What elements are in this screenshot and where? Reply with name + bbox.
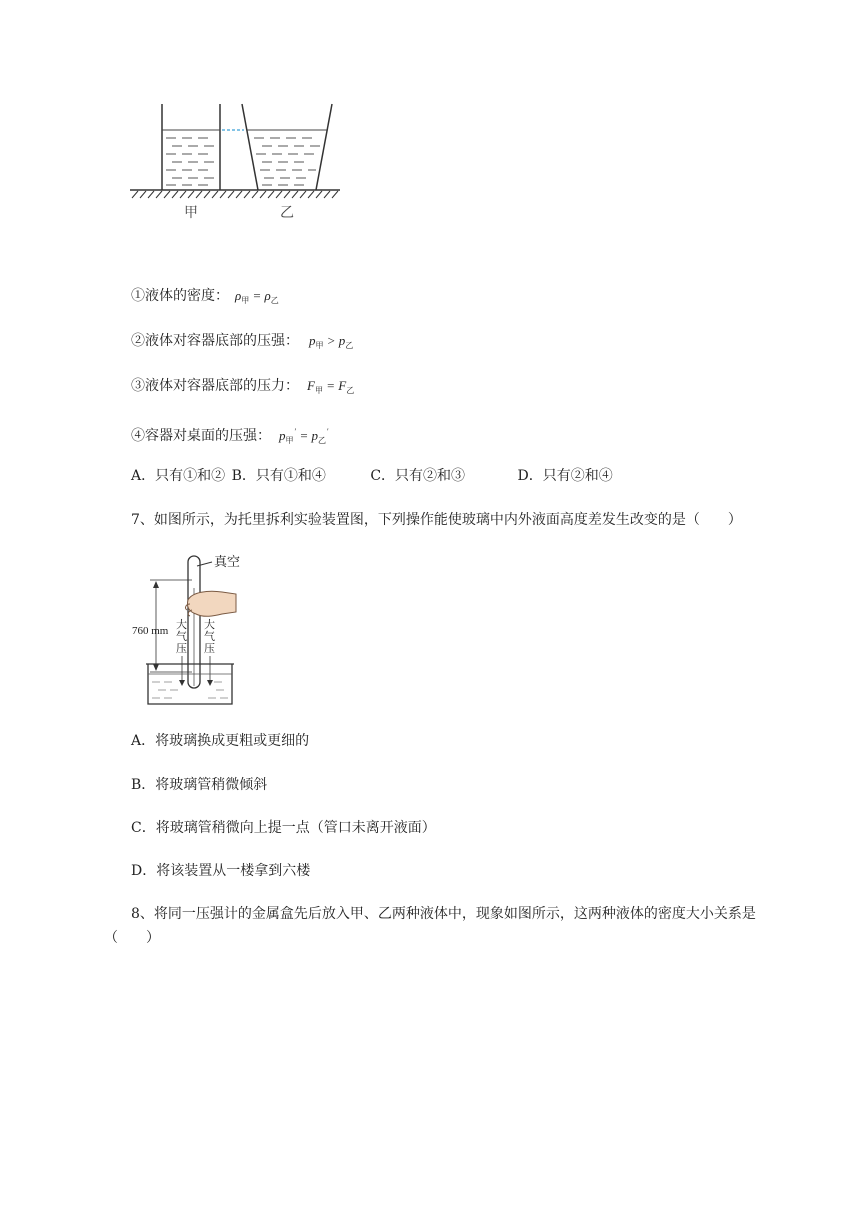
q7-option-a[interactable]: A．将玻璃换成更粗或更细的 (131, 733, 310, 749)
statement-pressure-bottom: ②液体对容器底部的压强： $p_甲 > p_乙$ (131, 333, 354, 350)
torricelli-figure (130, 548, 250, 708)
vacuum-label: 真空 (214, 555, 241, 570)
containers-figure (126, 98, 346, 226)
container-label-jia: 甲 (184, 205, 198, 221)
q7-stem: 7、如图所示，为托里拆利实验装置图，下列操作能使玻璃中内外液面高度差发生改变的是（ ） (131, 512, 742, 528)
q6-options (131, 466, 613, 486)
container-label-yi: 乙 (280, 205, 294, 221)
atm-left-3: 压 (176, 642, 187, 655)
statement-pressure-table: ④容器对桌面的压强： $p_甲' = p_乙'$ (131, 427, 329, 445)
q7-option-b[interactable]: B．将玻璃管稍微倾斜 (131, 777, 268, 793)
q6-option-a[interactable]: A．只有①和② (131, 468, 226, 484)
q6-option-d[interactable]: D．只有②和④ (517, 468, 613, 484)
atm-left-2: 气 (176, 630, 187, 643)
atm-right-3: 压 (204, 642, 215, 655)
height-label: 760 mm (132, 625, 169, 637)
statement-force-bottom: ③液体对容器底部的压力： $F_甲 = F_乙$ (131, 378, 355, 395)
q6-option-c[interactable]: C．只有②和③ (370, 468, 466, 484)
atm-left-1: 大 (176, 618, 187, 631)
atm-right-1: 大 (204, 618, 215, 631)
q6-option-b[interactable]: B．只有①和④ (231, 468, 326, 484)
statement-density: ①液体的密度： $\rho_甲 = \rho_乙$ (131, 288, 279, 305)
q8-stem: 8、将同一压强计的金属盒先后放入甲、乙两种液体中，现象如图所示，这两种液体的密度大小关系是（ ） (104, 906, 756, 946)
q7-option-c[interactable]: C．将玻璃管稍微向上提一点（管口未离开液面） (131, 820, 436, 836)
atm-right-2: 气 (204, 630, 215, 643)
q7-option-d[interactable]: D．将该装置从一楼拿到六楼 (131, 863, 311, 879)
